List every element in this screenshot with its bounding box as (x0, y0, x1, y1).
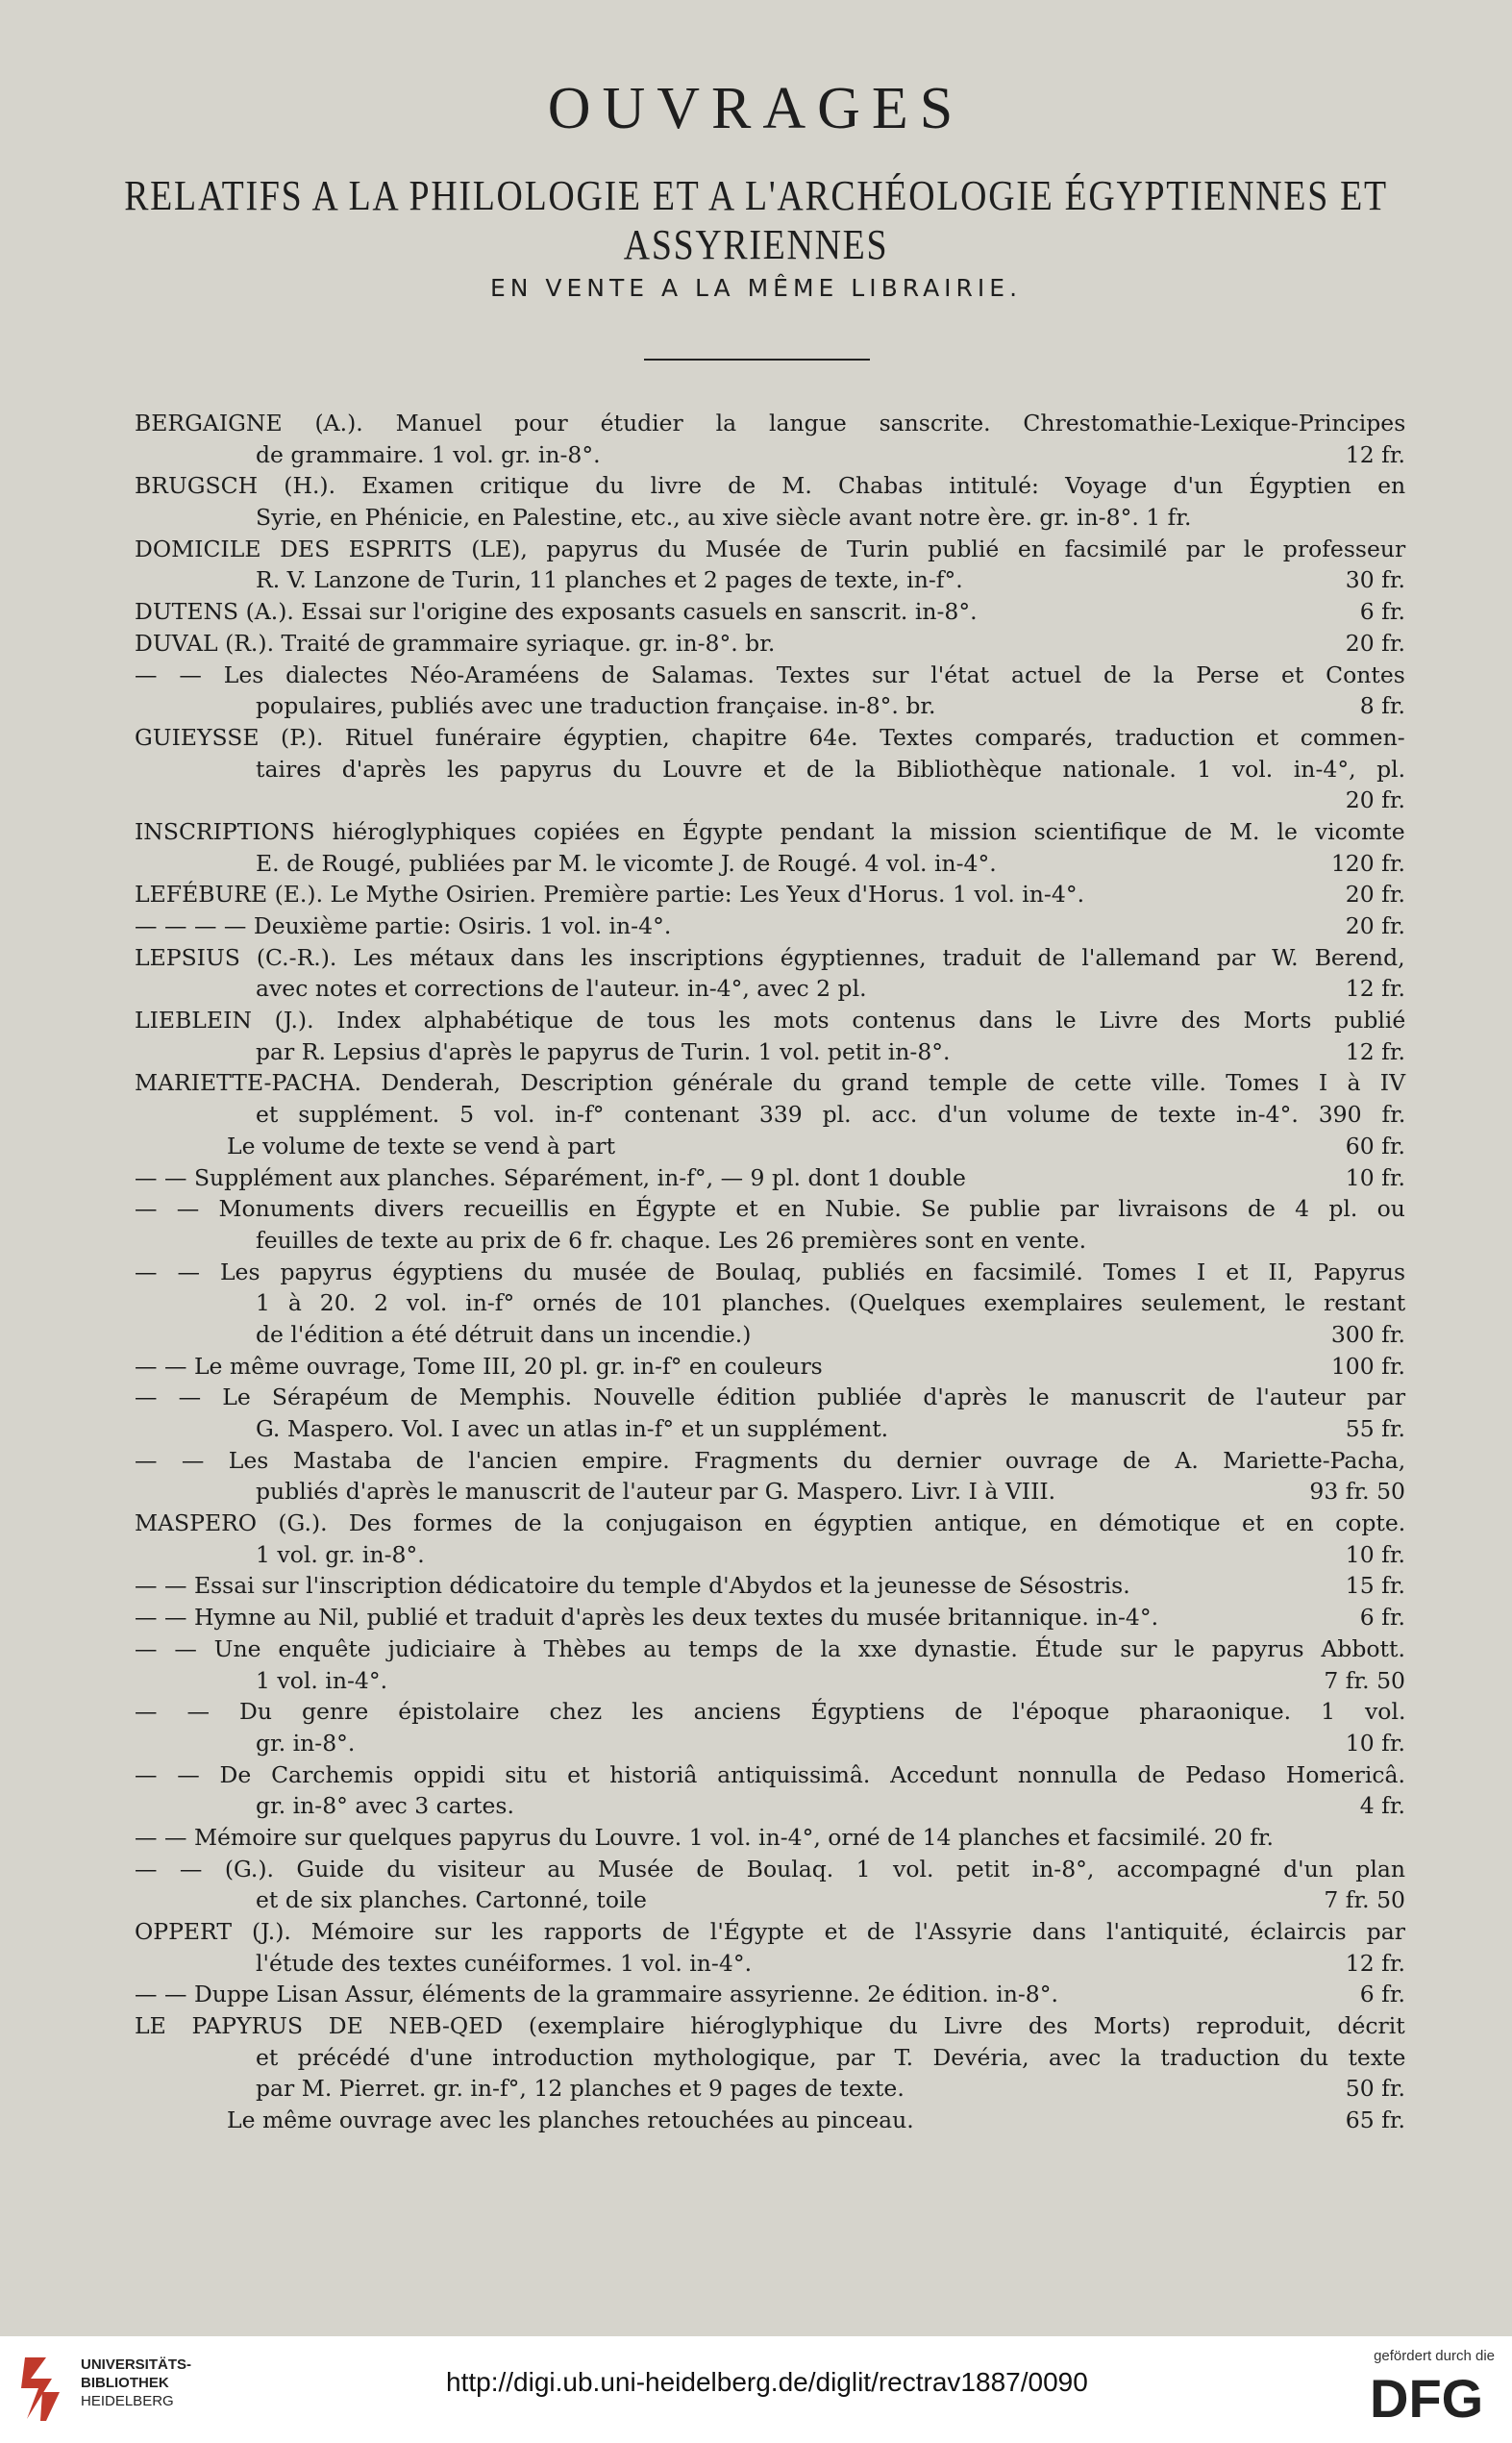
catalogue-entry (135, 1916, 1405, 1979)
entry-text: — — Les Mastaba de l'ancien empire. Fragments du dernier ouvrage de A. Mariette-Pacha, (135, 1446, 1406, 1474)
entry-text: Syrie, en Phénicie, en Palestine, etc., au xive siècle avant notre ère. gr. in-8°. 1 fr. (256, 504, 1192, 532)
entry-price: 15 fr. (1345, 1572, 1405, 1600)
page-title: OUVRAGES (547, 76, 965, 141)
entry-line (135, 1822, 1405, 1854)
catalogue-entry (135, 1822, 1405, 1854)
entry-line (135, 1131, 1405, 1162)
entry-line (135, 2105, 1405, 2136)
catalogue-entry (135, 1602, 1405, 1633)
entry-price: 12 fr. (1345, 1037, 1405, 1065)
entry-line (135, 690, 1405, 722)
entry-line (135, 1916, 1405, 1948)
catalogue-entry (135, 1067, 1405, 1161)
entry-line (135, 1790, 1405, 1822)
entry-line (135, 1225, 1405, 1257)
entry-line (135, 1570, 1405, 1602)
entry-line (135, 1508, 1405, 1539)
catalogue-entry (135, 1351, 1405, 1383)
catalogue-entry (135, 1257, 1405, 1351)
university-name (81, 2356, 191, 2410)
catalogue-entry (135, 722, 1405, 816)
entry-text: BRUGSCH (H.). Examen critique du livre de M. Chabas intitulé: Voyage d'un Égyptien en (135, 472, 1406, 500)
entry-price: 12 fr. (1345, 1949, 1405, 1977)
catalogue-entry (135, 879, 1405, 910)
entry-text: populaires, publiés avec une traduction française. in-8°. br. (256, 692, 936, 720)
entry-line (135, 1382, 1405, 1413)
entry-line (135, 660, 1405, 691)
catalogue-entry (135, 1445, 1405, 1508)
page-url-link[interactable]: http://digi.ub.uni-heidelberg.de/diglit/rectrav1887/0090 (446, 2367, 1088, 2397)
entry-text: — — Les dialectes Néo-Araméens de Salamas. Textes sur l'état actuel de la Perse et Contes (135, 661, 1405, 688)
entry-text: — — Du genre épistolaire chez les anciens Égyptiens de l'époque pharaonique. 1 vol. (135, 1698, 1406, 1726)
entry-line (135, 1193, 1405, 1225)
catalogue-entry (135, 942, 1405, 1005)
entry-line (135, 1257, 1405, 1288)
entry-line (135, 502, 1405, 534)
entry-price: 55 fr. (1345, 1415, 1405, 1442)
entry-line (135, 1476, 1405, 1508)
entry-text: avec notes et corrections de l'auteur. in-4°, avec 2 pl. (256, 975, 867, 1003)
entry-line (135, 1539, 1405, 1571)
entry-line (135, 470, 1405, 502)
entry-text: LEPSIUS (C.-R.). Les métaux dans les inscriptions égyptiennes, traduit de l'allemand par W. Berend, (135, 943, 1405, 971)
entry-text: — — Le même ouvrage, Tome III, 20 pl. gr. in-f° en couleurs (135, 1352, 823, 1380)
title-divider (644, 359, 870, 361)
page-subtitle: RELATIFS A LA PHILOLOGIE ET A L'ARCHÉOLOGIE ÉGYPTIENNES ET ASSYRIENNES (124, 172, 1388, 268)
university-name-line: BIBLIOTHEK (81, 2375, 169, 2391)
entry-price: 20 fr. (1345, 912, 1405, 939)
entry-text: gr. in-8°. (256, 1729, 356, 1757)
entry-text: — — Les papyrus égyptiens du musée de Boulaq, publiés en facsimilé. Tomes I et II, Papyrus (135, 1258, 1406, 1285)
entry-line (135, 1351, 1405, 1383)
entry-text: et précédé d'une introduction mythologique, par T. Devéria, avec la traduction du texte (256, 2043, 1406, 2071)
entry-text: taires d'après les papyrus du Louvre et de la Bibliothèque nationale. 1 vol. in-4°, pl. (256, 755, 1406, 783)
catalogue-entry (135, 470, 1405, 533)
catalogue-entry (135, 910, 1405, 942)
entry-text: — — Mémoire sur quelques papyrus du Louvre. 1 vol. in-4°, orné de 14 planches et facsimilé. 20 fr. (135, 1823, 1275, 1851)
catalogue-entry (135, 1382, 1405, 1444)
entry-price: 60 fr. (1345, 1132, 1405, 1159)
entry-text: l'étude des textes cunéiformes. 1 vol. in-4°. (256, 1949, 753, 1977)
entry-line (135, 1979, 1405, 2010)
entry-text: gr. in-8° avec 3 cartes. (256, 1792, 514, 1820)
entry-text: — — Essai sur l'inscription dédicatoire du temple d'Abydos et la jeunesse de Sésostris. (135, 1572, 1130, 1600)
entry-text: — — (G.). Guide du visiteur au Musée de Boulaq. 1 vol. petit in-8°, accompagné d'un plan (135, 1855, 1405, 1882)
entry-line (135, 816, 1405, 848)
catalogue-entry (135, 628, 1405, 660)
entry-text: OPPERT (J.). Mémoire sur les rapports de l'Égypte et de l'Assyrie dans l'antiquité, éclaircis par (135, 1918, 1405, 1945)
entry-text: par R. Lepsius d'après le papyrus de Turin. 1 vol. petit in-8°. (256, 1037, 951, 1065)
entry-line (135, 1696, 1405, 1728)
entry-line (135, 1287, 1405, 1319)
entry-price: 120 fr. (1330, 849, 1405, 877)
entry-line (135, 1067, 1405, 1099)
catalogue-entry (135, 1633, 1405, 1696)
entry-text: de grammaire. 1 vol. gr. in-8°. (256, 440, 601, 468)
entry-line (135, 439, 1405, 471)
entry-text: 1 vol. gr. in-8°. (256, 1540, 425, 1568)
entry-line (135, 564, 1405, 596)
entry-price: 10 fr. (1345, 1540, 1405, 1568)
catalogue-entry (135, 1979, 1405, 2010)
catalogue-entry (135, 534, 1405, 596)
entry-price: 50 fr. (1345, 2075, 1405, 2103)
entry-text: MASPERO (G.). Des formes de la conjugaison en égyptien antique, en démotique et en copte. (135, 1509, 1406, 1537)
entry-line (135, 1728, 1405, 1759)
entry-text: 1 vol. in-4°. (256, 1666, 388, 1694)
entry-text: — — Monuments divers recueillis en Égypte et en Nubie. Se publie par livraisons de 4 pl. ou (135, 1195, 1405, 1223)
entry-text: — — Supplément aux planches. Séparément, in-f°, — 9 pl. dont 1 double (135, 1163, 966, 1191)
university-name-line: UNIVERSITÄTS- (81, 2356, 192, 2373)
entry-line (135, 1413, 1405, 1445)
entry-line (135, 1665, 1405, 1697)
university-logo-icon (17, 2350, 65, 2427)
entry-text: par M. Pierret. gr. in-f°, 12 planches et 9 pages de texte. (256, 2075, 905, 2103)
entry-text: MARIETTE-PACHA. Denderah, Description générale du grand temple de cette ville. Tomes I à IV (135, 1069, 1406, 1097)
entry-text: GUIEYSSE (P.). Rituel funéraire égyptien, chapitre 64e. Textes comparés, traduction et commen- (135, 723, 1405, 751)
entry-text: — — — — Deuxième partie: Osiris. 1 vol. in-4°. (135, 912, 672, 939)
university-name-line: HEIDELBERG (81, 2393, 174, 2409)
entry-price: 20 fr. (1345, 881, 1405, 909)
entry-text: INSCRIPTIONS hiéroglyphiques copiées en Égypte pendant la mission scientifique de M. le vicomte (135, 817, 1405, 845)
catalogue-entry (135, 1854, 1405, 1916)
entry-text: LEFÉBURE (E.). Le Mythe Osirien. Première partie: Les Yeux d'Horus. 1 vol. in-4°. (135, 881, 1085, 909)
entry-text: DOMICILE DES ESPRITS (LE), papyrus du Musée de Turin publié en facsimilé par le professeur (135, 535, 1406, 562)
entry-line (135, 1948, 1405, 1980)
page-tagline: EN VENTE A LA MÊME LIBRAIRIE. (489, 274, 1023, 302)
entry-text: LIEBLEIN (J.). Index alphabétique de tous les mots contenus dans le Livre des Morts publié (135, 1007, 1406, 1035)
entry-line (135, 1602, 1405, 1633)
entry-text: R. V. Lanzone de Turin, 11 planches et 2 pages de texte, in-f°. (256, 566, 963, 594)
entry-line (135, 1759, 1405, 1791)
entry-price: 7 fr. 50 (1324, 1666, 1405, 1694)
catalogue-entry (135, 408, 1405, 470)
entry-line (135, 2073, 1405, 2105)
catalogue-entry (135, 1696, 1405, 1758)
entry-line (135, 942, 1405, 974)
entry-line (135, 879, 1405, 910)
entry-line (135, 596, 1405, 628)
entry-line (135, 1099, 1405, 1131)
entry-line (135, 910, 1405, 942)
entry-price: 100 fr. (1330, 1352, 1405, 1380)
catalogue-entry (135, 1193, 1405, 1256)
entry-text: LE PAPYRUS DE NEB-QED (exemplaire hiéroglyphique du Livre des Morts) reproduit, décrit (135, 2012, 1405, 2040)
entry-line (135, 754, 1405, 785)
entry-price: 6 fr. (1359, 1981, 1405, 2008)
catalogue-entry (135, 596, 1405, 628)
entry-price: 6 fr. (1359, 1604, 1405, 1632)
entry-price: 4 fr. (1359, 1792, 1405, 1820)
entry-text: G. Maspero. Vol. I avec un atlas in-f° et un supplément. (256, 1415, 889, 1442)
entry-text: et de six planches. Cartonné, toile (256, 1886, 647, 1914)
entry-price: 20 fr. (1345, 629, 1405, 657)
entry-text: 1 à 20. 2 vol. in-f° ornés de 101 planches. (Quelques exemplaires seulement, le restant (256, 1289, 1406, 1317)
catalogue-entry (135, 816, 1405, 879)
entry-price: 7 fr. 50 (1324, 1886, 1405, 1914)
entry-line (135, 1884, 1405, 1916)
entry-line (135, 408, 1405, 439)
entry-line (135, 1633, 1405, 1665)
entry-line (135, 1162, 1405, 1194)
entry-text: — — Duppe Lisan Assur, éléments de la grammaire assyrienne. 2e édition. in-8°. (135, 1981, 1058, 2008)
catalogue-entry (135, 1508, 1405, 1570)
entry-line (135, 848, 1405, 880)
entry-price: 8 fr. (1359, 692, 1405, 720)
catalogue-entry (135, 1162, 1405, 1194)
entry-line (135, 2042, 1405, 2074)
entry-price: 12 fr. (1345, 440, 1405, 468)
entry-price: 6 fr. (1359, 598, 1405, 626)
entry-text: — — De Carchemis oppidi situ et historiâ antiquissimâ. Accedunt nonnulla de Pedaso Homericâ. (135, 1760, 1406, 1788)
entry-price: 93 fr. 50 (1309, 1478, 1405, 1506)
entry-line (135, 1445, 1405, 1477)
entry-line (135, 1005, 1405, 1036)
entry-text: Le volume de texte se vend à part (227, 1132, 616, 1159)
entry-line (135, 785, 1405, 816)
entry-text: et supplément. 5 vol. in-f° contenant 339 pl. acc. d'un volume de texte in-4°. 390 fr. (256, 1101, 1406, 1129)
entry-text: — — Une enquête judiciaire à Thèbes au temps de la xxe dynastie. Étude sur le papyrus Abbott. (135, 1634, 1405, 1662)
entry-line (135, 1854, 1405, 1885)
entry-line (135, 973, 1405, 1005)
entry-price: 30 fr. (1345, 566, 1405, 594)
entry-line (135, 1036, 1405, 1068)
funding-label: gefördert durch die (1374, 2348, 1495, 2364)
entry-text: Le même ouvrage avec les planches retouchées au pinceau. (227, 2106, 914, 2134)
entry-line (135, 722, 1405, 754)
entry-price: 65 fr. (1345, 2106, 1405, 2134)
entry-price: 10 fr. (1345, 1163, 1405, 1191)
catalogue-entry (135, 1570, 1405, 1602)
entry-text: publiés d'après le manuscrit de l'auteur par G. Maspero. Livr. I à VIII. (256, 1478, 1056, 1506)
entry-line (135, 2010, 1405, 2042)
entry-price: 10 fr. (1345, 1729, 1405, 1757)
entry-price: 20 fr. (1345, 786, 1405, 814)
entry-text: de l'édition a été détruit dans un incendie.) (256, 1320, 752, 1348)
entry-text: — — Hymne au Nil, publié et traduit d'après les deux textes du musée britannique. in-4°. (135, 1604, 1159, 1632)
catalogue-list (135, 408, 1405, 2136)
dfg-logo-text: DFG (1370, 2371, 1484, 2425)
entry-text: DUVAL (R.). Traité de grammaire syriaque. gr. in-8°. br. (135, 629, 776, 657)
entry-text: E. de Rougé, publiées par M. le vicomte J. de Rougé. 4 vol. in-4°. (256, 849, 997, 877)
entry-text: DUTENS (A.). Essai sur l'origine des exposants casuels en sanscrit. in-8°. (135, 598, 978, 626)
catalogue-entry (135, 2010, 1405, 2136)
entry-price: 12 fr. (1345, 975, 1405, 1003)
dfg-logo-icon (1370, 2371, 1495, 2425)
entry-text: BERGAIGNE (A.). Manuel pour étudier la langue sanscrite. Chrestomathie-Lexique-Principes (135, 410, 1406, 436)
entry-text: feuilles de texte au prix de 6 fr. chaque. Les 26 premières sont en vente. (256, 1226, 1087, 1254)
catalogue-entry (135, 1759, 1405, 1822)
footer-bar (0, 2336, 1512, 2443)
catalogue-entry (135, 1005, 1405, 1067)
entry-text: — — Le Sérapéum de Memphis. Nouvelle édition publiée d'après le manuscrit de l'auteur par (135, 1384, 1406, 1411)
entry-line (135, 1319, 1405, 1351)
catalogue-entry (135, 660, 1405, 722)
entry-price: 300 fr. (1330, 1320, 1405, 1348)
entry-line (135, 628, 1405, 660)
entry-line (135, 534, 1405, 565)
